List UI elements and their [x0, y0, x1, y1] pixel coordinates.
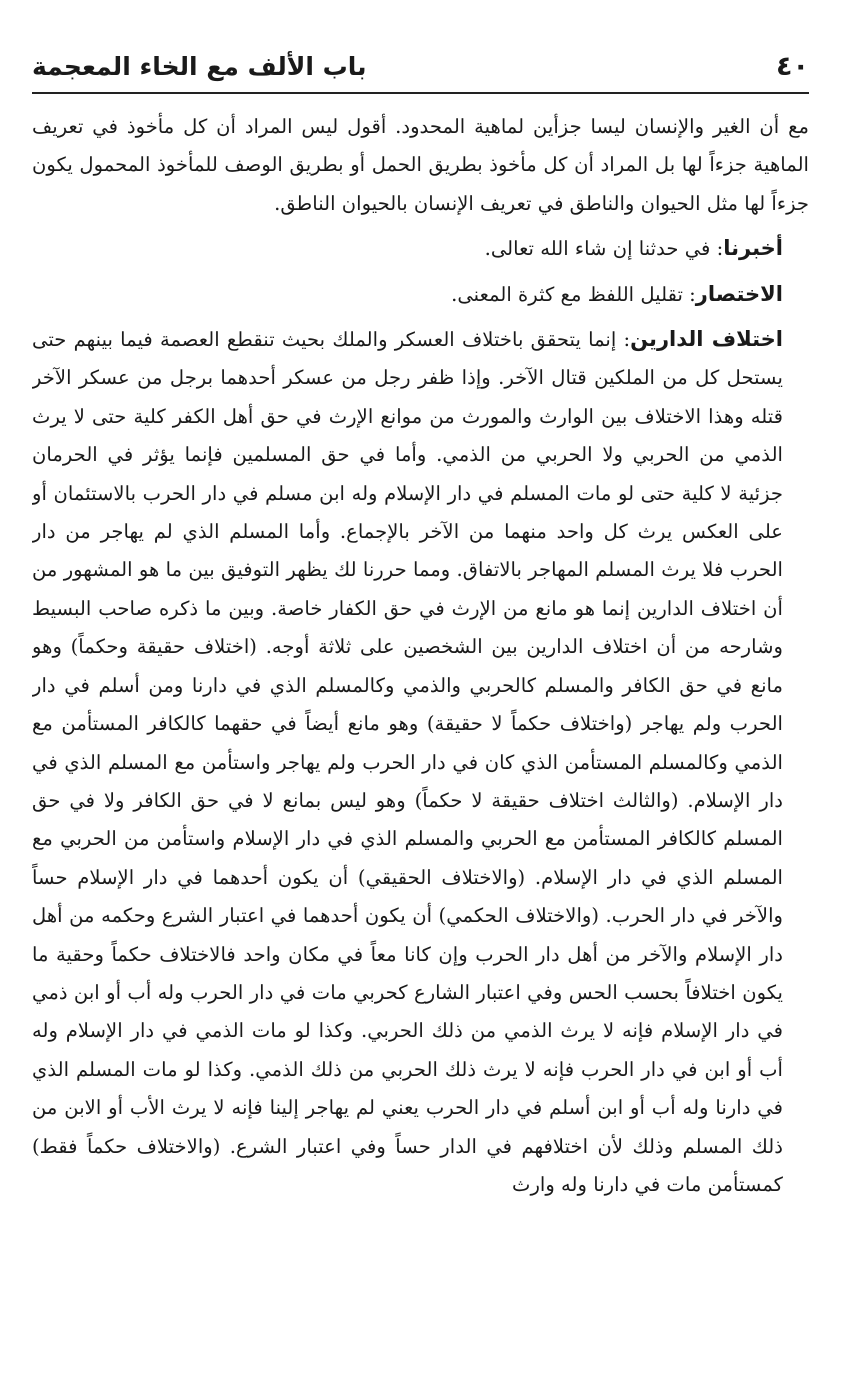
header-divider	[32, 92, 809, 94]
paragraph-text: مع أن الغير والإنسان ليسا جزأين لماهية المحدود. أقول ليس المراد أن كل مأخوذ في تعريف الماهية جزءاً لها بل المراد أن كل مأخوذ بطريق الحمل أو بطريق الوصف للمأخوذ المحمول يكون جزءاً لها مثل الحيوان والناطق في تعريف الإنسان بالحيوان الناطق.	[32, 115, 809, 215]
page-header	[32, 40, 809, 92]
entry-term: أخبرنا	[723, 236, 783, 261]
entry-definition: : تقليل اللفظ مع كثرة المعنى.	[451, 282, 696, 306]
page-number: ٤٠	[776, 50, 809, 82]
entry-definition: : إنما يتحقق باختلاف العسكر والملك بحيث تنقطع العصمة فيما بينهم حتى يستحل كل من الملكين قتال الآخر. وإذا ظفر رجل من عسكر أحدهما برجل من عسكر الآخر قتله وهذا الاختلاف بين الوارث والمورث من موانع الإرث في حق أهل الكفر كلية حتى لا يرث الذمي من الحربي ولا الحربي من الذمي. وأما في حق المسلمين فإنما يؤثر في الحرمان جزئية لا كلية حتى لو مات المسلم في دار الإسلام وله ابن مسلم في دار الحرب بالاستئمان أو على العكس يرث كل واحد منهما من الآخر بالإجماع. وأما المسلم الذي لم يهاجر من دار الحرب فلا يرث المسلم المهاجر بالاتفاق. ومما حررنا لك يظهر التوفيق بين ما هو المشهور من أن اختلاف الدارين إنما هو مانع من الإرث في حق الكفار خاصة. وبين ما ذكره صاحب البسيط وشارحه من أن اختلاف الدارين بين الشخصين على ثلاثة أوجه. (اختلاف حقيقة وحكماً) وهو مانع في حق الكافر والمسلم كالحربي والذمي وكالمسلم الذي في دارنا ومن أسلم في دار الحرب ولم يهاجر (واختلاف حكماً لا حقيقة) وهو مانع أيضاً في حقهما كالكافر المستأمن مع الذمي وكالمسلم المستأمن الذي كان في دار الحرب ولم يهاجر واستأمن مع المسلم الذي في دار الإسلام. (والثالث اختلاف حقيقة لا حكماً) وهو ليس بمانع لا في حق الكافر ولا في حق المسلم كالكافر المستأمن مع الحربي والمسلم الذي في دار الإسلام واستأمن من الحربي مع المسلم الذي في دار الإسلام. (والاختلاف الحقيقي) أن يكون أحدهما في دار الإسلام حساً والآخر في دار الحرب. (والاختلاف الحكمي) أن يكون أحدهما في اعتبار الشرع وحكمه من أهل دار الإسلام والآخر من أهل دار الحرب وإن كانا معاً في مكان واحد فالاختلاف حكماً وحقية ما يكون اختلافاً بحسب الحس وفي اعتبار الشارع كحربي مات في دار الحرب وله أب أو ابن ذمي في دار الإسلام فإنه لا يرث الذمي من ذلك الحربي. وكذا لو مات الذمي في دار الإسلام وله أب أو ابن في دار الحرب فإنه لا يرث ذلك الحربي من ذلك الذمي. وكذا لو مات المسلم الذي في دارنا وله أب أو ابن أسلم في دار الحرب يعني لم يهاجر إلينا فإنه لا يرث الأب أو الابن من ذلك المسلم وذلك لأن اختلافهم في الدار حساً وفي اعتبار الشرع. (والاختلاف حكماً فقط) كمستأمن مات في دارنا وله وارث	[32, 328, 783, 1196]
page-body	[32, 108, 809, 1333]
entry-ikhtisar	[32, 275, 809, 314]
entry-ikhtilaf-al-darayn	[32, 320, 809, 1204]
paragraph-intro	[32, 108, 809, 223]
entry-akhbarana	[32, 229, 809, 268]
entry-term: اختلاف الدارين	[630, 327, 783, 352]
entry-term: الاختصار	[695, 281, 783, 306]
chapter-title: باب الألف مع الخاء المعجمة	[32, 51, 367, 81]
entry-definition: : في حدثنا إن شاء الله تعالى.	[484, 237, 724, 261]
